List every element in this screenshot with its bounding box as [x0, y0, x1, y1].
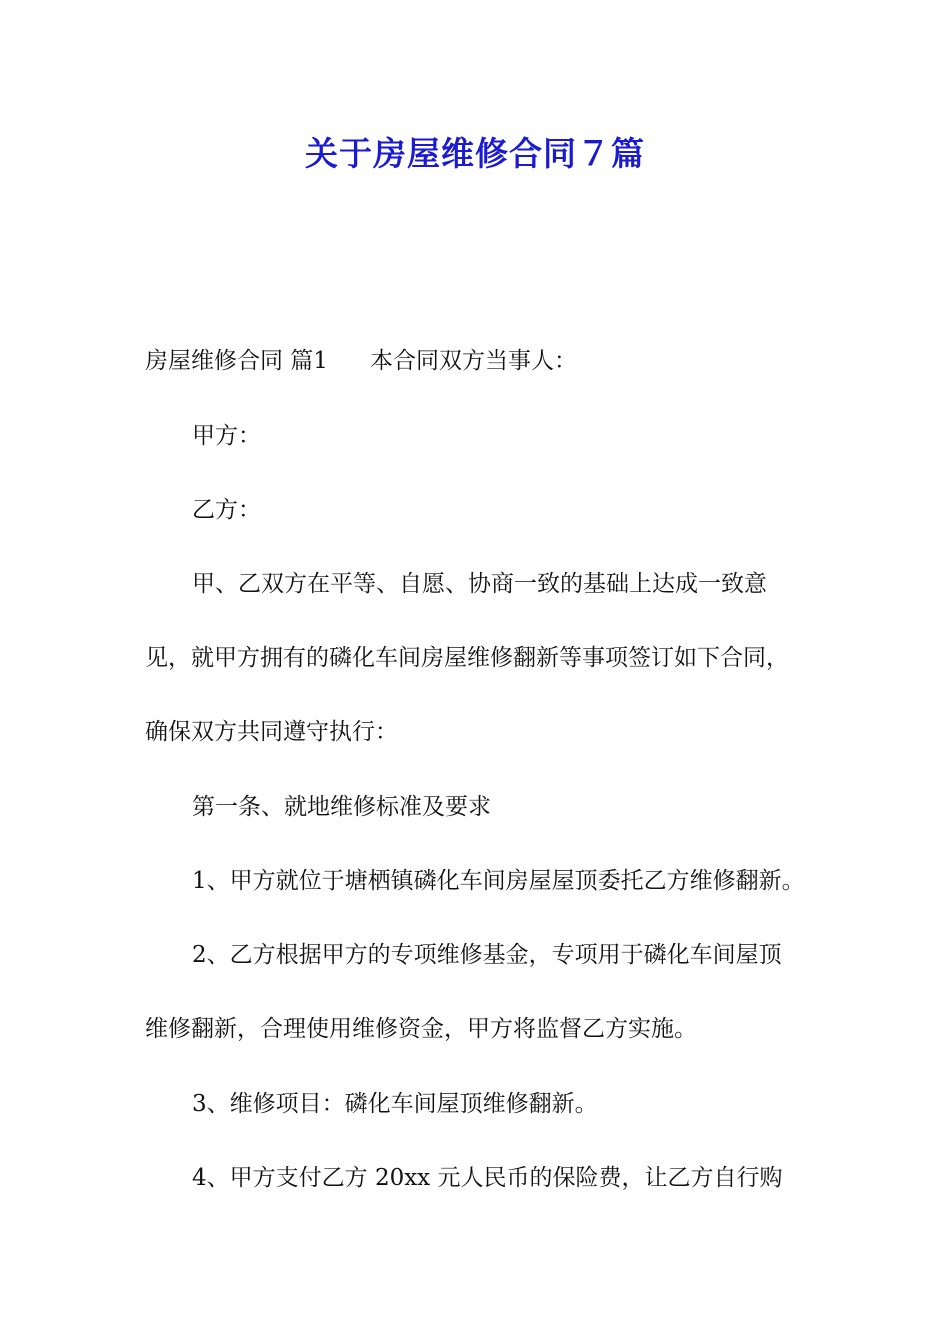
parties-intro: 本合同双方当事人：: [369, 348, 577, 374]
party-a-line: 甲方：: [192, 423, 261, 449]
paragraph-line: 甲、乙双方在平等、自愿、协商一致的基础上达成一致意: [192, 571, 767, 597]
party-b-line: 乙方：: [192, 497, 261, 523]
clause-2: 2、乙方根据甲方的专项维修基金，专项用于磷化车间屋顶: [192, 942, 782, 968]
clause-2-continued: 维修翻新，合理使用维修资金，甲方将监督乙方实施。: [145, 1016, 697, 1042]
clause-3: 3、维修项目：磷化车间屋顶维修翻新。: [192, 1091, 598, 1117]
paragraph-line: 确保双方共同遵守执行：: [145, 719, 398, 745]
clause-4: 4、甲方支付乙方 20xx 元人民币的保险费，让乙方自行购: [192, 1165, 783, 1191]
section-heading: [145, 346, 825, 376]
document-title: 关于房屋维修合同７篇: [305, 134, 645, 173]
article-heading: 第一条、就地维修标准及要求: [192, 794, 491, 820]
section-label: 房屋维修合同 篇1: [145, 348, 328, 374]
paragraph-line: 见，就甲方拥有的磷化车间房屋维修翻新等事项签订如下合同，: [145, 645, 789, 671]
clause-1: 1、甲方就位于塘栖镇磷化车间房屋屋顶委托乙方维修翻新。: [192, 868, 805, 894]
